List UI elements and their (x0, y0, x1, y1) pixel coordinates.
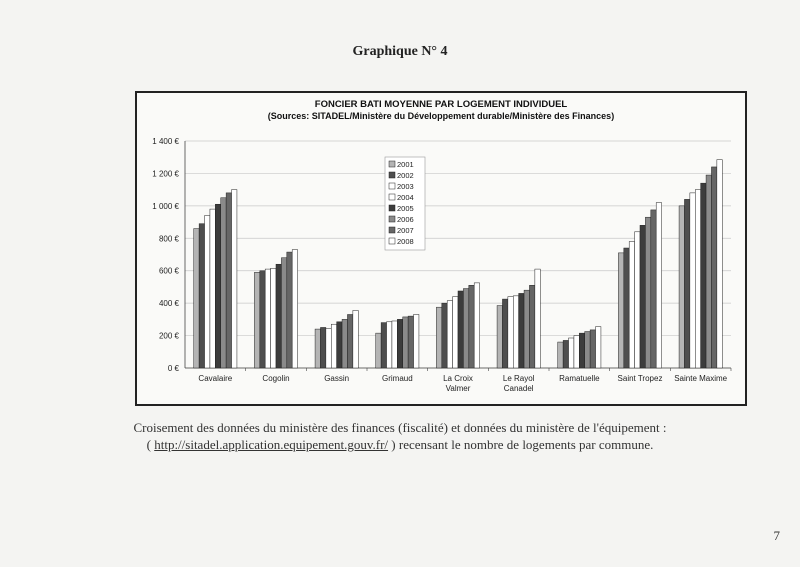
bar (618, 253, 623, 368)
sitadel-link[interactable]: http://sitadel.application.equipement.gouv.fr/ (154, 437, 389, 452)
y-tick-label: 0 € (167, 364, 179, 373)
bar (447, 301, 452, 368)
bar (706, 175, 711, 368)
bar (215, 204, 220, 368)
bar (221, 198, 226, 368)
bar (260, 271, 265, 368)
y-tick-label: 200 € (158, 331, 179, 341)
y-tick-label: 400 € (158, 299, 179, 309)
bar (651, 210, 656, 368)
bar (513, 296, 518, 368)
category-label: Canadel (503, 384, 534, 393)
bar (331, 324, 336, 368)
bar (287, 252, 292, 368)
y-tick-label: 1 200 € (152, 169, 179, 179)
bar (535, 269, 540, 368)
category-label: Gassin (324, 374, 350, 383)
category-label: Ramatuelle (559, 374, 600, 383)
category-label: Valmer (445, 384, 471, 393)
bar (590, 330, 595, 368)
chart-title: FONCIER BATI MOYENNE PAR LOGEMENT INDIVIDUEL (314, 99, 568, 110)
bar (469, 285, 474, 368)
legend-label: 2001 (397, 160, 414, 169)
bar (265, 269, 270, 368)
bar (695, 190, 700, 368)
legend-label: 2007 (397, 226, 414, 235)
caption-line-1: Croisement des données du ministère des finances (fiscalité) et données du ministère de l'équipement : (133, 420, 667, 435)
legend-swatch (389, 205, 395, 211)
bar (635, 232, 640, 368)
legend-swatch (389, 172, 395, 178)
category-label: Cavalaire (198, 374, 233, 383)
bar (381, 323, 386, 368)
bar (585, 332, 590, 368)
y-tick-label: 800 € (158, 234, 179, 244)
bar (403, 317, 408, 368)
bar-chart (137, 93, 745, 404)
bar (254, 272, 259, 368)
legend-label: 2003 (397, 182, 414, 191)
bar (376, 333, 381, 368)
y-tick-label: 1 400 € (152, 137, 179, 146)
bar (210, 209, 215, 368)
bar (271, 268, 276, 368)
bar (474, 283, 479, 368)
bar (442, 303, 447, 368)
bar (397, 319, 402, 368)
bar (624, 248, 629, 368)
bar (679, 206, 684, 368)
legend-label: 2008 (397, 237, 414, 246)
bar (579, 333, 584, 368)
legend-swatch (389, 238, 395, 244)
bar (558, 342, 563, 368)
bar (387, 322, 392, 368)
bar (563, 340, 568, 368)
bar (569, 338, 574, 368)
bar (199, 224, 204, 368)
legend-label: 2004 (397, 193, 414, 202)
bar (497, 306, 502, 368)
bar (226, 193, 231, 368)
bar (529, 285, 534, 368)
category-label: La Croix (443, 374, 473, 383)
bar (205, 216, 210, 368)
bar (502, 299, 507, 368)
bar (436, 307, 441, 368)
bar (519, 293, 524, 368)
legend-swatch (389, 194, 395, 200)
category-label: Sainte Maxime (674, 374, 728, 383)
bar (320, 327, 325, 368)
bar (690, 193, 695, 368)
caption-line-2 (0, 437, 800, 453)
bar (453, 297, 458, 368)
chart-subtitle: (Sources: SITADEL/Ministère du Développement durable/Ministère des Finances) (267, 111, 615, 121)
category-label: Cogolin (262, 374, 290, 383)
bar (232, 190, 237, 368)
legend-swatch (389, 161, 395, 167)
legend-swatch (389, 227, 395, 233)
bar (656, 203, 661, 368)
bar (640, 225, 645, 368)
bar (353, 310, 358, 368)
legend-label: 2002 (397, 171, 414, 180)
legend-label: 2005 (397, 204, 414, 213)
bar (194, 229, 199, 368)
bar (315, 329, 320, 368)
y-tick-label: 600 € (158, 266, 179, 276)
category-label: Saint Tropez (617, 374, 663, 383)
page-number: 7 (773, 528, 780, 543)
bar (508, 297, 513, 368)
bar (414, 314, 419, 368)
page-heading: Graphique N° 4 (352, 44, 448, 59)
bar (629, 242, 634, 368)
bar (347, 314, 352, 368)
bar (717, 160, 722, 368)
bar (711, 167, 716, 368)
legend-swatch (389, 183, 395, 189)
bar (342, 319, 347, 368)
category-label: Grimaud (381, 374, 413, 383)
bar (337, 322, 342, 368)
legend-label: 2006 (397, 215, 414, 224)
bar (292, 250, 297, 368)
bar (281, 258, 286, 368)
bar (458, 291, 463, 368)
caption-rest: ) recensant le nombre de logements par commune. (388, 437, 654, 452)
bar (392, 321, 397, 368)
chart-frame (135, 91, 747, 406)
bar (463, 289, 468, 368)
legend-swatch (389, 216, 395, 222)
caption-open: ( (146, 437, 155, 452)
bar (574, 336, 579, 368)
bar (276, 264, 281, 368)
bar (524, 290, 529, 368)
bar (645, 217, 650, 368)
y-tick-label: 1 000 € (152, 201, 179, 211)
bar (326, 328, 331, 368)
category-label: Le Rayol (502, 374, 535, 383)
bar (684, 199, 689, 368)
bar (408, 316, 413, 368)
bar (701, 183, 706, 368)
bar (596, 327, 601, 368)
